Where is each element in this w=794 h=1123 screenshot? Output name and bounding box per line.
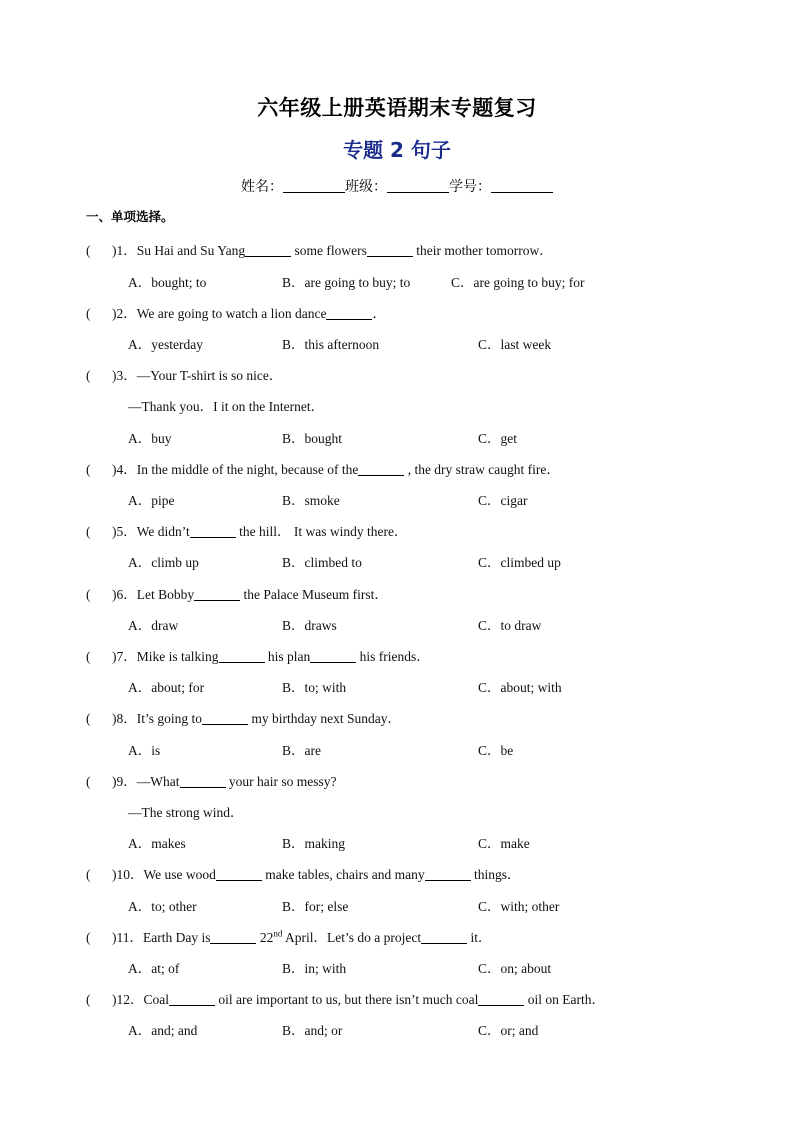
answer-blank[interactable] <box>194 587 240 601</box>
question-text: your hair so messy? <box>225 774 337 789</box>
page-subtitle: 专题 2 句子 <box>343 138 451 162</box>
option-b[interactable]: B．draws <box>282 618 337 633</box>
option-c[interactable]: C．to draw <box>478 618 542 633</box>
option-b[interactable]: B．climbed to <box>282 555 362 570</box>
answer-blank[interactable] <box>169 992 215 1006</box>
answer-blank[interactable] <box>190 524 236 538</box>
answer-blank[interactable] <box>219 649 265 663</box>
question-2 <box>86 302 386 322</box>
option-a[interactable]: A．at; of <box>128 961 180 976</box>
option-c[interactable]: C．about; with <box>478 680 562 695</box>
question-number: )4． <box>112 462 137 477</box>
answer-blank[interactable] <box>210 930 256 944</box>
question-7 <box>86 645 430 665</box>
option-b[interactable]: B．are going to buy; to <box>282 275 411 290</box>
question-text: it． <box>467 930 492 945</box>
option-a[interactable]: A．about; for <box>128 680 205 695</box>
name-label: 姓名： <box>241 179 283 195</box>
option-a[interactable]: A．draw <box>128 618 179 633</box>
answer-paren[interactable]: ( <box>86 243 91 258</box>
option-c[interactable]: C．climbed up <box>478 555 561 570</box>
answer-blank[interactable] <box>421 930 467 944</box>
question-number: )9． <box>112 774 137 789</box>
answer-blank[interactable] <box>310 649 356 663</box>
question-text: their mother tomorrow． <box>412 243 553 258</box>
question-9-line-2: —The strong wind． <box>128 805 244 820</box>
option-b[interactable]: B．to; with <box>282 680 347 695</box>
answer-paren[interactable]: ( <box>86 930 91 945</box>
answer-blank[interactable] <box>425 867 471 881</box>
option-b[interactable]: B．this afternoon <box>282 337 380 352</box>
number-blank[interactable] <box>491 178 553 193</box>
question-text: the Palace Museum first． <box>240 587 388 602</box>
question-number: )1． <box>112 243 137 258</box>
question-text: We use wood <box>143 867 216 882</box>
student-info-line <box>0 176 794 196</box>
question-text: We are going to watch a lion dance <box>136 306 327 321</box>
question-text: —What <box>136 774 180 789</box>
question-text: make tables, chairs and many <box>261 867 425 882</box>
question-text: —Thank you．I <box>128 399 218 414</box>
question-text: Let Bobby <box>136 587 195 602</box>
question-text: oil on Earth． <box>524 992 605 1007</box>
option-c[interactable]: C．be <box>478 743 514 758</box>
option-c[interactable]: C．with; other <box>478 899 560 914</box>
question-number: )11． <box>112 930 143 945</box>
option-b[interactable]: B．are <box>282 743 321 758</box>
option-c[interactable]: C．on; about <box>478 961 552 976</box>
answer-paren[interactable]: ( <box>86 867 91 882</box>
question-5 <box>86 520 408 540</box>
question-text: his friends． <box>356 649 430 664</box>
question-text: April．Let’s do a project <box>282 930 422 945</box>
option-a[interactable]: A．is <box>128 743 161 758</box>
answer-paren[interactable]: ( <box>86 306 91 321</box>
answer-paren[interactable]: ( <box>86 524 91 539</box>
answer-blank[interactable] <box>180 774 226 788</box>
option-b[interactable]: B．bought <box>282 431 343 446</box>
question-text: Mike is talking <box>136 649 219 664</box>
option-a[interactable]: A．pipe <box>128 493 175 508</box>
answer-blank[interactable] <box>358 462 404 476</box>
class-label: 班级： <box>345 179 387 195</box>
question-6 <box>86 583 388 603</box>
answer-paren[interactable]: ( <box>86 587 91 602</box>
question-1 <box>86 239 553 259</box>
answer-paren[interactable]: ( <box>86 462 91 477</box>
question-10 <box>86 863 521 883</box>
question-text: Su Hai and Su Yang <box>136 243 246 258</box>
question-text: it on the Internet． <box>217 399 325 414</box>
option-b[interactable]: B．in; with <box>282 961 347 976</box>
answer-paren[interactable]: ( <box>86 774 91 789</box>
option-c[interactable]: C．last week <box>478 337 552 352</box>
answer-blank[interactable] <box>367 243 413 257</box>
question-3 <box>86 364 282 384</box>
question-text: , the dry straw caught fire． <box>404 462 560 477</box>
question-8 <box>86 707 401 727</box>
option-b[interactable]: B．making <box>282 836 345 851</box>
option-a[interactable]: A．buy <box>128 431 172 446</box>
answer-blank[interactable] <box>478 992 524 1006</box>
answer-paren[interactable]: ( <box>86 992 91 1007</box>
option-a[interactable]: A．and; and <box>128 1023 198 1038</box>
question-number: )8． <box>112 711 137 726</box>
question-number: )12． <box>112 992 144 1007</box>
option-b[interactable]: B．smoke <box>282 493 340 508</box>
option-c[interactable]: C．or; and <box>478 1023 539 1038</box>
option-c[interactable]: C．are going to buy; for <box>451 275 585 290</box>
question-number: )6． <box>112 587 137 602</box>
option-a[interactable]: A．climb up <box>128 555 199 570</box>
option-a[interactable]: A．makes <box>128 836 186 851</box>
question-4 <box>86 458 560 478</box>
name-blank[interactable] <box>283 178 345 193</box>
question-text: his plan <box>264 649 311 664</box>
question-number: )2． <box>112 306 137 321</box>
question-text: It’s going to <box>136 711 203 726</box>
question-12 <box>86 988 605 1008</box>
question-number: )10． <box>112 867 144 882</box>
answer-blank[interactable] <box>245 243 291 257</box>
question-text: In the middle of the night, because of the <box>136 462 359 477</box>
answer-blank[interactable] <box>216 867 262 881</box>
option-a[interactable]: A．to; other <box>128 899 197 914</box>
option-c[interactable]: C．get <box>478 431 517 446</box>
option-b[interactable]: B．for; else <box>282 899 349 914</box>
class-blank[interactable] <box>387 178 449 193</box>
option-a[interactable]: A．bought; to <box>128 275 207 290</box>
question-text: ． <box>372 306 386 321</box>
question-text: Coal <box>143 992 169 1007</box>
question-text: the hill． It was windy there． <box>235 524 408 539</box>
option-c[interactable]: C．make <box>478 836 530 851</box>
question-text: —Your T-shirt is so nice． <box>136 368 283 383</box>
answer-paren[interactable]: ( <box>86 368 91 383</box>
answer-blank[interactable] <box>202 711 248 725</box>
question-3-line-2 <box>128 395 324 415</box>
option-c[interactable]: C．cigar <box>478 493 528 508</box>
question-text: things． <box>470 867 521 882</box>
question-text: 22 <box>256 930 274 945</box>
question-text: We didn’t <box>136 524 190 539</box>
answer-paren[interactable]: ( <box>86 649 91 664</box>
question-number: )7． <box>112 649 137 664</box>
question-11 <box>86 926 491 946</box>
answer-paren[interactable]: ( <box>86 711 91 726</box>
page-title: 六年级上册英语期末专题复习 <box>257 96 537 120</box>
question-text: some flowers <box>291 243 367 258</box>
question-text: Earth Day is <box>143 930 211 945</box>
question-9 <box>86 770 336 790</box>
answer-blank[interactable] <box>326 306 372 320</box>
option-a[interactable]: A．yesterday <box>128 337 203 352</box>
number-label: 学号： <box>449 179 491 195</box>
question-number: )3． <box>112 368 137 383</box>
question-number: )5． <box>112 524 137 539</box>
option-b[interactable]: B．and; or <box>282 1023 343 1038</box>
question-text: my birthday next Sunday． <box>248 711 401 726</box>
section-title: 一、单项选择。 <box>86 209 174 224</box>
question-text: oil are important to us, but there isn’t much coal <box>215 992 479 1007</box>
ordinal-suffix: nd <box>273 928 283 939</box>
